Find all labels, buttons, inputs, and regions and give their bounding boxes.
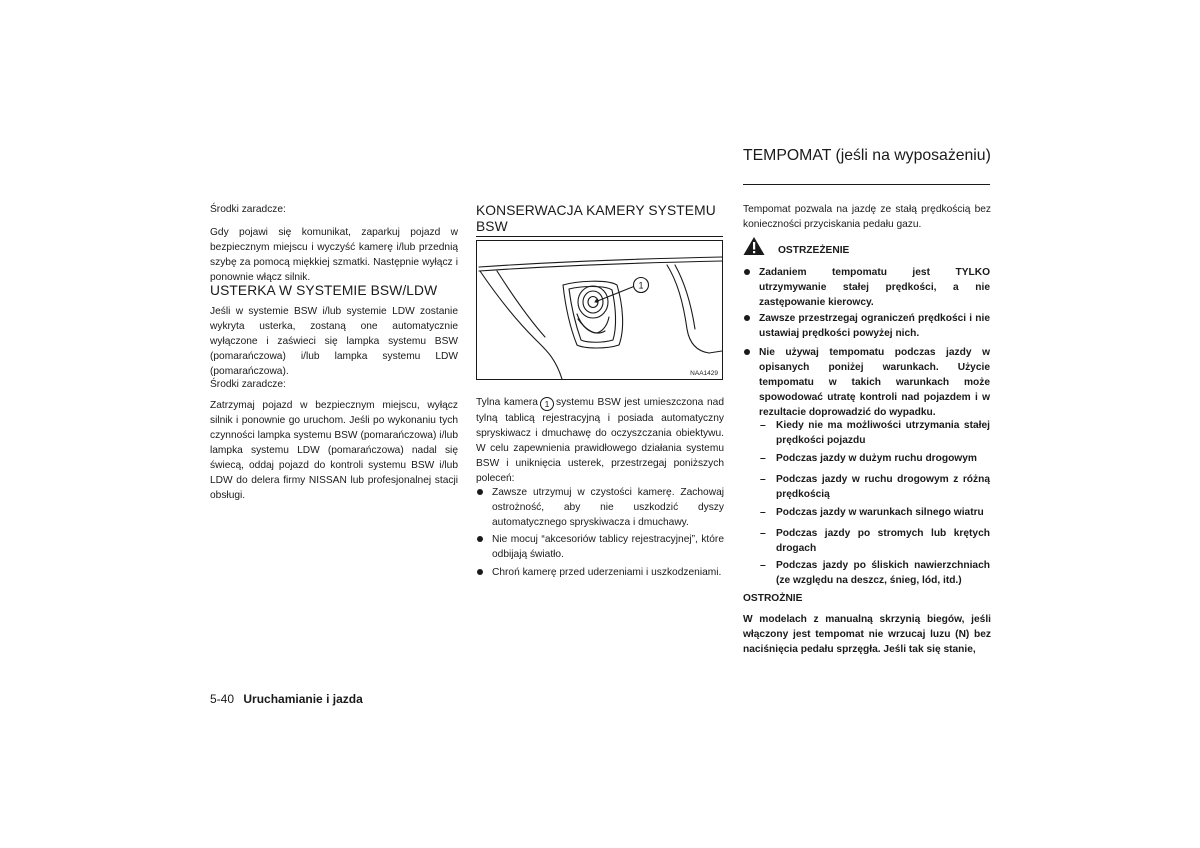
condition-item-5: – Podczas jazdy po stromych lub krętych drogach — [760, 528, 990, 554]
dash-icon: – — [760, 474, 766, 485]
dash-icon: – — [760, 453, 766, 464]
figure-callout: 1 — [638, 280, 644, 291]
heading-rule — [476, 236, 723, 237]
warning-label: OSTRZEŻENIE — [778, 245, 850, 256]
page-number: 5-40 — [210, 692, 235, 706]
warning-bullet-1: Zadaniem tempomatu jest TYLKO utrzymywanie stałej prędkości, a nie zastępowanie kierowcy. — [759, 265, 990, 310]
camera-intro-post: systemu BSW jest umieszczona nad tylną tablicą rejestracyjną i posiada automatyczny spryskiwacz i dmuchawę do oczyszczania obiektywu. W celu zapewnienia prawidłowego działania systemu BSW i uniknięcia usterek, przestrzegaj poniższych poleceń: — [476, 397, 724, 484]
bullet-icon — [477, 569, 483, 575]
camera-maintenance-heading: KONSERWACJA KAMERY SYSTEMU BSW — [476, 203, 716, 234]
section-title: Uruchamianie i jazda — [243, 692, 363, 706]
page-footer — [210, 690, 363, 708]
remedy-text-2: Zatrzymaj pojazd w bezpiecznym miejscu, wyłącz silnik i ponownie go uruchom. Jeśli po wykonaniu tych czynności lampka systemu BSW (pomarańczowa) i/lub lampka systemu LDW (pomarańczowa) nadal się świecą, oddaj pojazd do kontroli systemu BSW i/lub LDW do delera firmy NISSAN lub profesjonalnej stacji obsługi. — [210, 400, 458, 501]
camera-intro-pre: Tylna kamera — [476, 397, 538, 408]
bullet-icon — [744, 315, 750, 321]
remedy-text-1: Gdy pojawi się komunikat, zaparkuj pojazd w bezpiecznym miejscu i wyczyść kamerę i/lub przednią szybę za pomocą miękkiej szmatki. Następnie wyłącz i ponownie włącz silnik. — [210, 227, 458, 283]
warning-bullet-3: Nie używaj tempomatu podczas jazdy w opisanych poniżej warunkach. Użycie tempomatu w takich warunkach może spowodować utratę kontroli nad pojazdem i w rezultacie doprowadzić do wypadku. — [759, 345, 990, 420]
fault-text: Jeśli w systemie BSW i/lub systemie LDW zostanie wykryta usterka, zostaną one automatycznie wyłączone i zaświeci się lampka systemu BSW (pomarańczowa) i/lub lampka systemu LDW (pomarańczowa). — [210, 306, 458, 377]
camera-illustration — [477, 241, 722, 379]
condition-item-2: – Podczas jazdy w dużym ruchu drogowym — [760, 453, 977, 464]
camera-bullet-2: Nie mocuj “akcesoriów tablicy rejestracyjnej”, które odbijają światło. — [492, 532, 724, 562]
caution-text: W modelach z manualną skrzynią biegów, jeśli włączony jest tempomat nie wrzucaj luzu (N) bez naciśnięcia pedału sprzęgła. Jeśli tak się stanie, — [743, 614, 991, 655]
remedy-label-1: Środki zaradcze: — [210, 204, 286, 215]
cruise-intro: Tempomat pozwala na jazdę ze stałą prędkością bez konieczności przyciskania pedału gazu. — [743, 204, 991, 230]
dash-icon: – — [760, 528, 766, 539]
warning-header — [743, 236, 991, 258]
bullet-icon — [477, 536, 483, 542]
dash-icon: – — [760, 420, 766, 431]
dash-icon: – — [760, 560, 766, 571]
dash-icon: – — [760, 507, 766, 518]
camera-bullet-3: Chroń kamerę przed uderzeniami i uszkodzeniami. — [492, 565, 724, 580]
bullet-icon — [744, 269, 750, 275]
cruise-control-title: TEMPOMAT (jeśli na wyposażeniu) — [743, 147, 991, 164]
condition-item-6: – Podczas jazdy po śliskich nawierzchniach (ze względu na deszcz, śnieg, lód, itd.) — [760, 560, 990, 586]
condition-item-3: – Podczas jazdy w ruchu drogowym z różną prędkością — [760, 474, 990, 500]
camera-intro — [476, 395, 724, 486]
bullet-icon — [744, 349, 750, 355]
remedy-label-2: Środki zaradcze: — [210, 379, 286, 390]
figure-code: NAA1429 — [690, 370, 718, 377]
camera-bullet-1: Zawsze utrzymuj w czystości kamerę. Zachowaj ostrożność, aby nie uszkodzić dyszy automatycznego spryskiwacza i dmuchawy. — [492, 485, 724, 530]
condition-item-4: – Podczas jazdy w warunkach silnego wiatru — [760, 507, 984, 518]
bullet-icon — [477, 489, 483, 495]
warning-bullet-2: Zawsze przestrzegaj ograniczeń prędkości i nie ustawiaj prędkości powyżej nich. — [759, 311, 990, 341]
camera-figure — [476, 240, 723, 380]
caution-label: OSTROŻNIE — [743, 593, 803, 604]
condition-item-1: – Kiedy nie ma możliwości utrzymania stałej prędkości pojazdu — [760, 420, 990, 446]
title-rule — [743, 184, 990, 185]
fault-heading: USTERKA W SYSTEMIE BSW/LDW — [210, 283, 438, 298]
callout-1-inline: 1 — [540, 397, 554, 411]
warning-triangle-icon — [743, 236, 765, 256]
